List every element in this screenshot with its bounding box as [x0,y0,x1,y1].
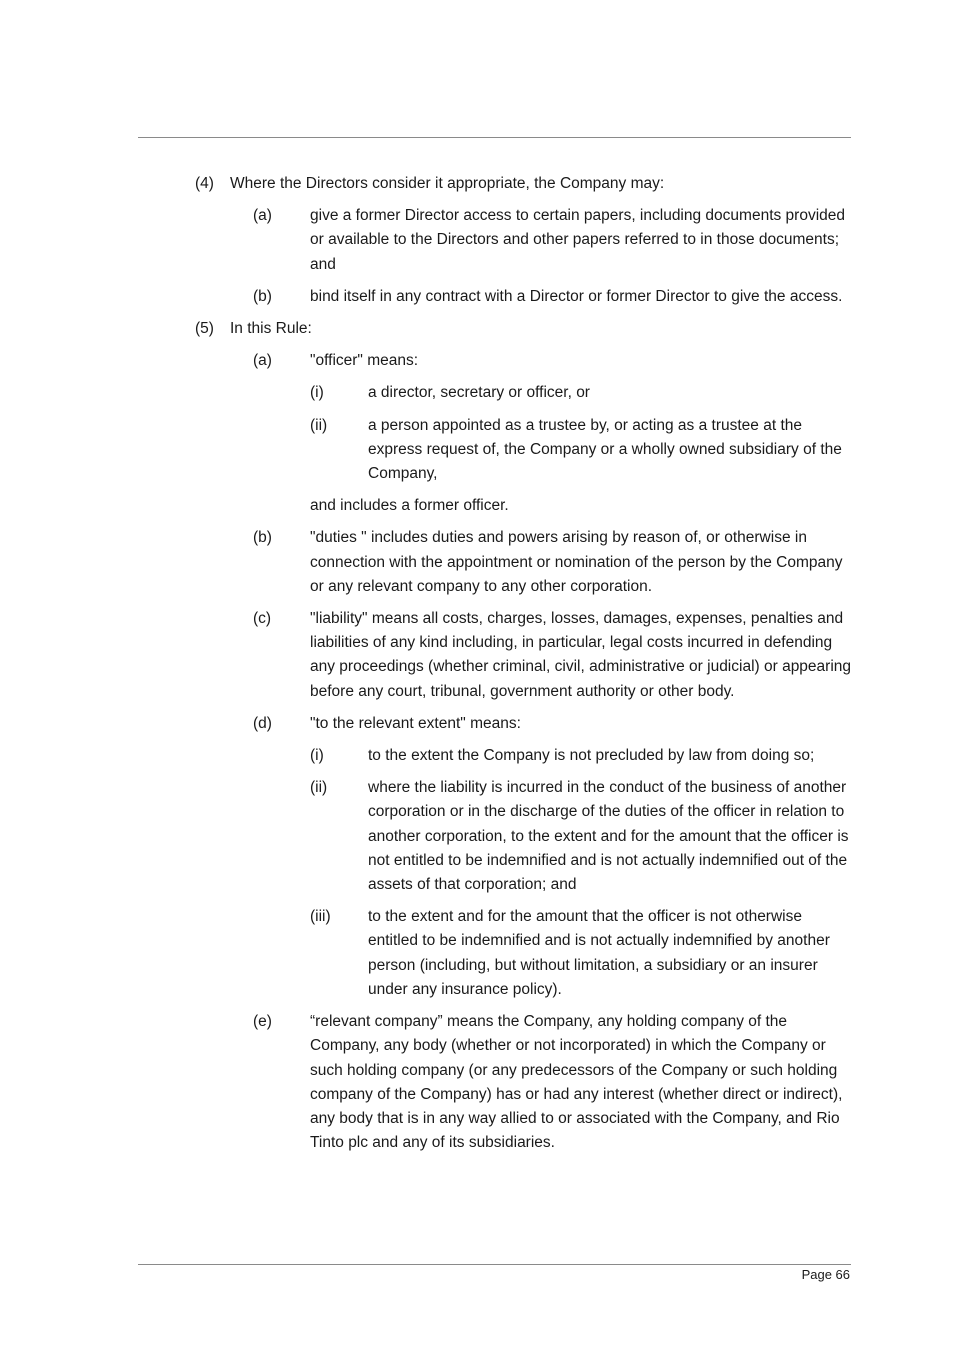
clause-5-a [0,349,965,373]
footer-rule [138,1264,851,1265]
clause-label: (b) [253,287,272,305]
clause-4 [0,172,965,196]
clause-5-b [0,526,965,599]
clause-text: "liability" means all costs, charges, losses, damages, expenses, penalties and liabilities of any kind including, in particular, legal costs incurred in defending any proceedings (whether criminal, civil, administrative or judicial) or appearing before any court, tribunal, government authority or other body. [310,610,852,700]
clause-text: "to the relevant extent" means: [310,714,521,732]
clause-4-b [0,285,965,309]
clause-text: a director, secretary or officer, or [368,384,590,402]
header-rule [138,137,851,138]
clause-label: (ii) [310,416,328,434]
clause-text: give a former Director access to certain papers, including documents provided or available to the Directors and other papers referred to in those documents; and [310,207,846,273]
clause-label: (c) [253,610,272,628]
clause-text: to the extent the Company is not precluded by law from doing so; [368,747,815,765]
clause-label: (d) [253,714,272,732]
clause-5-d [0,712,965,736]
clause-5-a-continuation [0,494,965,518]
clause-label: (ii) [310,779,328,797]
clause-text: “relevant company” means the Company, any holding company of the Company, any body (whether or not incorporated) in which the Company or such holding company (or any predecessors of the Company or such holding company of the Company) has or had any interest (whether direct or indirect), any body that is in any way allied to or associated with the Company, and Rio Tinto plc and any of its subsidiaries. [310,1013,843,1152]
clause-label: (a) [253,207,272,225]
clause-text: where the liability is incurred in the conduct of the business of another corporation or in the discharge of the duties of the officer in relation to another corporation, to the extent and for the amount that the officer is not entitled to be indemnified and is not actually indemnified out of the assets of that corporation; and [368,779,849,894]
clause-5-a-i [0,381,965,405]
clause-5-d-iii [0,905,965,1002]
document-body [0,172,965,1155]
clause-5-c [0,607,965,704]
clause-text: and includes a former officer. [310,497,509,515]
clause-label: (a) [253,352,272,370]
clause-label: (i) [310,384,324,402]
clause-text: to the extent and for the amount that the officer is not otherwise entitled to be indemnified and is not actually indemnified by another person (including, but without limitation, a subsidiary or an insurer under any insurance policy). [368,908,830,998]
clause-label: (i) [310,747,324,765]
clause-text: "duties " includes duties and powers arising by reason of, or otherwise in connection with the appointment or nomination of the person by the Company or any relevant company to any other corporation. [310,529,843,595]
clause-label: (4) [195,175,214,192]
clause-label: (b) [253,529,272,547]
clause-label: (iii) [310,908,331,926]
clause-text: a person appointed as a trustee by, or acting as a trustee at the express request of, the Company or a wholly owned subsidiary of the Company, [368,416,842,483]
clause-5-a-ii [0,414,965,487]
clause-label: (5) [195,320,214,338]
clause-text: bind itself in any contract with a Director or former Director to give the access. [310,287,843,305]
clause-text: "officer" means: [310,352,419,370]
clause-label: (e) [253,1013,272,1031]
clause-text: Where the Directors consider it appropriate, the Company may: [230,175,665,192]
page-number: Page 66 [801,1267,850,1282]
clause-4-a [0,204,965,277]
clause-5 [0,317,965,341]
clause-5-d-ii [0,776,965,897]
clause-text: In this Rule: [230,320,312,338]
clause-5-d-i [0,744,965,768]
clause-5-e [0,1010,965,1155]
